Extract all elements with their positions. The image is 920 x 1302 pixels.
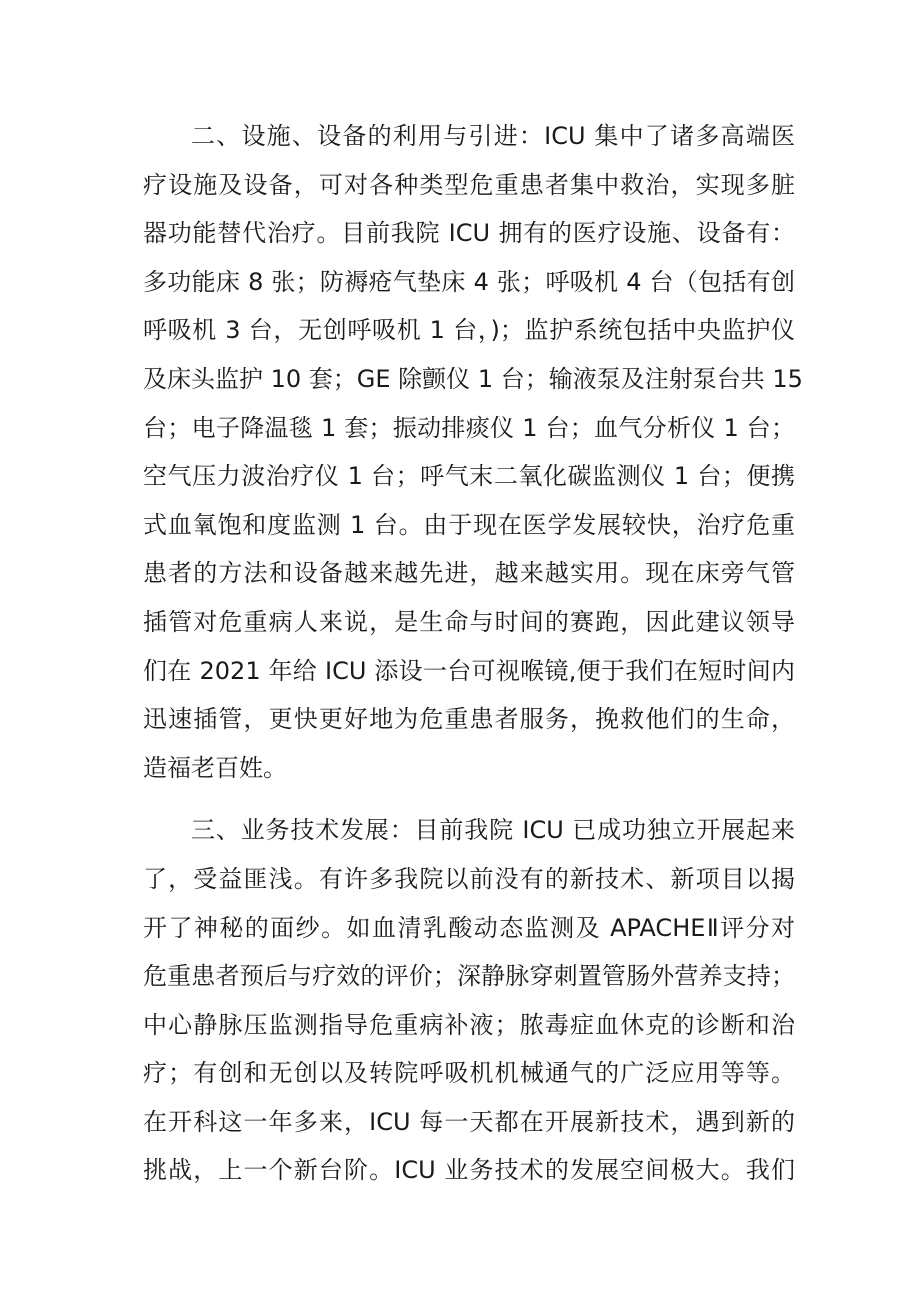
text-line: 台；电子降温毯 1 套；振动排痰仪 1 台；血气分析仪 1 台； (143, 413, 795, 442)
text-line: 在开科这一年多来，ICU 每一天都在开展新技术，遇到新的 (143, 1107, 795, 1136)
text-line: 空气压力波治疗仪 1 台；呼气末二氧化碳监测仪 1 台；便携 (143, 462, 795, 491)
text-line: 插管对危重病人来说，是生命与时间的赛跑，因此建议领导 (143, 607, 795, 636)
document-body (143, 112, 803, 1195)
text-line: 三、业务技术发展：目前我院 ICU 已成功独立开展起来 (191, 816, 795, 845)
text-line: 们在 2021 年给 ICU 添设一台可视喉镜,便于我们在短时间内 (143, 656, 795, 685)
text-line: 疗设施及设备，可对各种类型危重患者集中救治，实现多脏 (143, 170, 795, 199)
text-line: 造福老百姓。 (143, 753, 287, 782)
text-line: 开了神秘的面纱。如血清乳酸动态监测及 APACHEⅡ评分对 (143, 913, 795, 942)
text-line: 迅速插管，更快更好地为危重患者服务，挽救他们的生命， (143, 705, 795, 734)
text-line: 挑战，上一个新台阶。ICU 业务技术的发展空间极大。我们 (143, 1156, 795, 1185)
text-line: 呼吸机 3 台，无创呼吸机 1 台，)；监护系统包括中央监护仪 (143, 316, 795, 345)
text-line: 式血氧饱和度监测 1 台。由于现在医学发展较快，治疗危重 (143, 510, 795, 539)
text-line: 危重患者预后与疗效的评价；深静脉穿刺置管肠外营养支持； (143, 962, 795, 991)
paragraph-technology (143, 806, 795, 1195)
text-line: 了，受益匪浅。有许多我院以前没有的新技术、新项目以揭 (143, 864, 795, 893)
paragraph-spacer (143, 792, 795, 806)
text-line: 器功能替代治疗。目前我院 ICU 拥有的医疗设施、设备有： (143, 219, 795, 248)
paragraph-facilities (143, 112, 803, 792)
text-line: 二、设施、设备的利用与引进：ICU 集中了诸多高端医 (191, 122, 795, 150)
text-line: 多功能床 8 张；防褥疮气垫床 4 张；呼吸机 4 台（包括有创 (143, 267, 795, 296)
text-line: 及床头监护 10 套；GE 除颤仪 1 台；输液泵及注射泵台共 15 (143, 364, 803, 393)
text-line: 患者的方法和设备越来越先进，越来越实用。现在床旁气管 (143, 559, 795, 588)
text-line: 疗；有创和无创以及转院呼吸机机械通气的广泛应用等等。 (143, 1059, 795, 1088)
text-line: 中心静脉压监测指导危重病补液；脓毒症血休克的诊断和治 (143, 1010, 795, 1039)
